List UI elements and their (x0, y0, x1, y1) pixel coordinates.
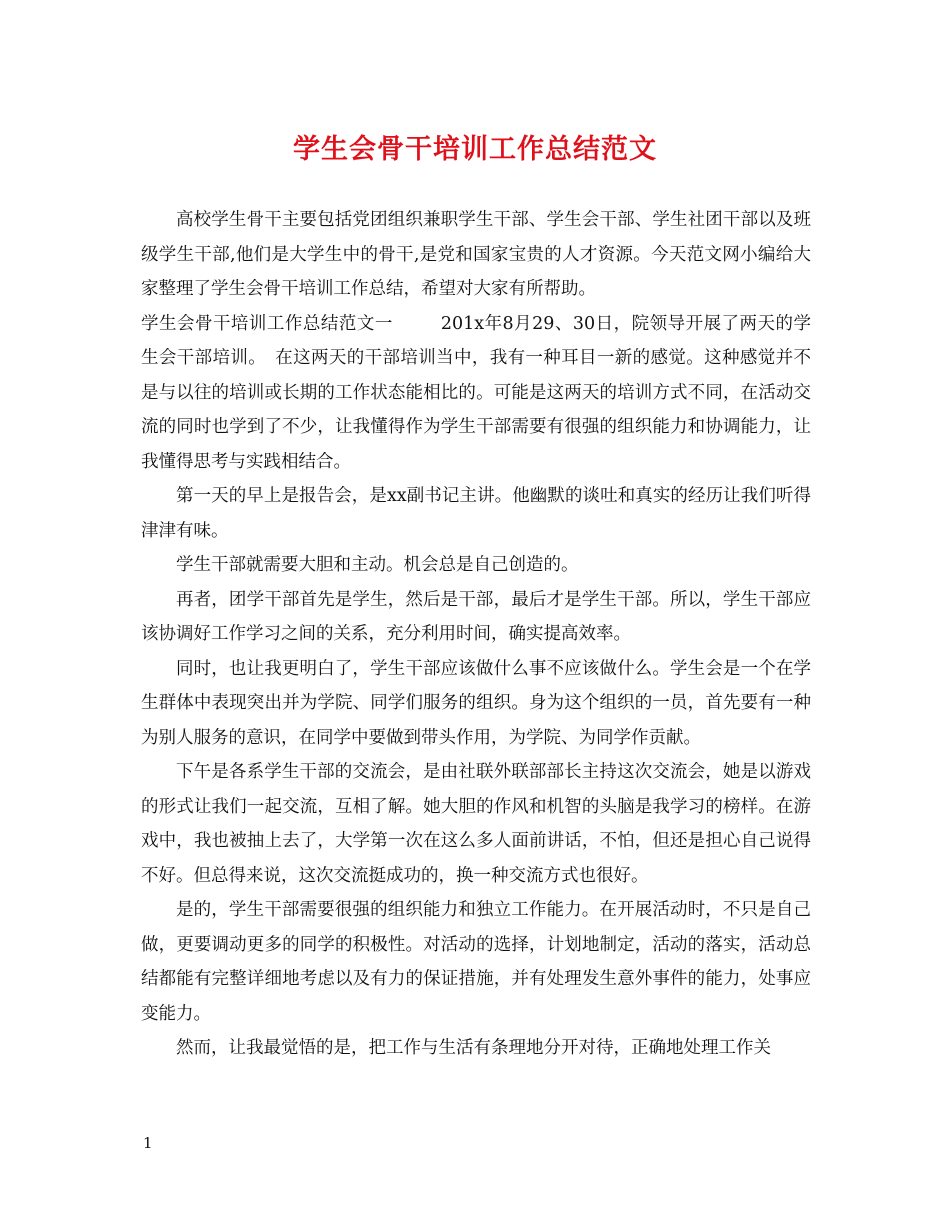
paragraph-student-first: 再者，团学干部首先是学生，然后是干部，最后才是学生干部。所以，学生干部应该协调好工作学习之间的关系，充分利用时间，确实提高效率。 (141, 589, 811, 644)
page-number: 1 (143, 1134, 153, 1152)
paragraph-abilities: 是的，学生干部需要很强的组织能力和独立工作能力。在开展活动时，不只是自己做，更要调动更多的同学的积极性。对活动的选择，计划地制定，活动的落实，活动总结都能有完整详细地考虑以及有力的保证措施，并有处理发生意外事件的能力，处事应变能力。 (141, 900, 811, 1024)
section-heading: 学生会骨干培训工作总结范文一 (141, 313, 393, 334)
paragraph-intro: 高校学生骨干主要包括党团组织兼职学生干部、学生会干部、学生社团干部以及班级学生干部,他们是大学生中的骨干,是党和国家宝贵的人才资源。今天范文网小编给大家整理了学生会骨干培训工作总结，希望对大家有所帮助。 (141, 210, 811, 299)
document-body (141, 203, 811, 1066)
section-intro: 201x年8月29、30日，院领导开展了两天的学生会干部培训。 (141, 313, 811, 368)
document-title: 学生会骨干培训工作总结范文 (293, 134, 657, 165)
paragraph-exchange-meeting: 下午是各系学生干部的交流会，是由社联外联部部长主持这次交流会，她是以游戏的形式让我们一起交流，互相了解。她大胆的作风和机智的头脑是我学习的榜样。在游戏中，我也被抽上去了，大学第一次在这么多人面前讲话，不怕，但还是担心自己说得不好。但总得来说，这次交流挺成功的，换一种交流方式也很好。 (141, 762, 811, 886)
paragraph-section-one (141, 307, 811, 480)
section-body: 在这两天的干部培训当中，我有一种耳目一新的感觉。这种感觉并不是与以往的培训或长期的工作状态能相比的。可能是这两天的培训方式不同，在活动交流的同时也学到了不少，让我懂得作为学生干部需要有很强的组织能力和协调能力，让我懂得思考与实践相结合。 (141, 348, 812, 472)
paragraph-conclusion: 然而，让我最觉悟的是，把工作与生活有条理地分开对待，正确地处理工作关 (176, 1038, 771, 1058)
paragraph-bold-initiative: 学生干部就需要大胆和主动。机会总是自己创造的。 (176, 555, 579, 575)
paragraph-report: 第一天的早上是报告会，是xx副书记主讲。他幽默的谈吐和真实的经历让我们听得津津有味。 (141, 486, 811, 541)
paragraph-service: 同时，也让我更明白了，学生干部应该做什么事不应该做什么。学生会是一个在学生群体中表现突出并为学院、同学们服务的组织。身为这个组织的一员，首先要有一种为别人服务的意识，在同学中要做到带头作用，为学院、为同学作贡献。 (141, 658, 811, 748)
